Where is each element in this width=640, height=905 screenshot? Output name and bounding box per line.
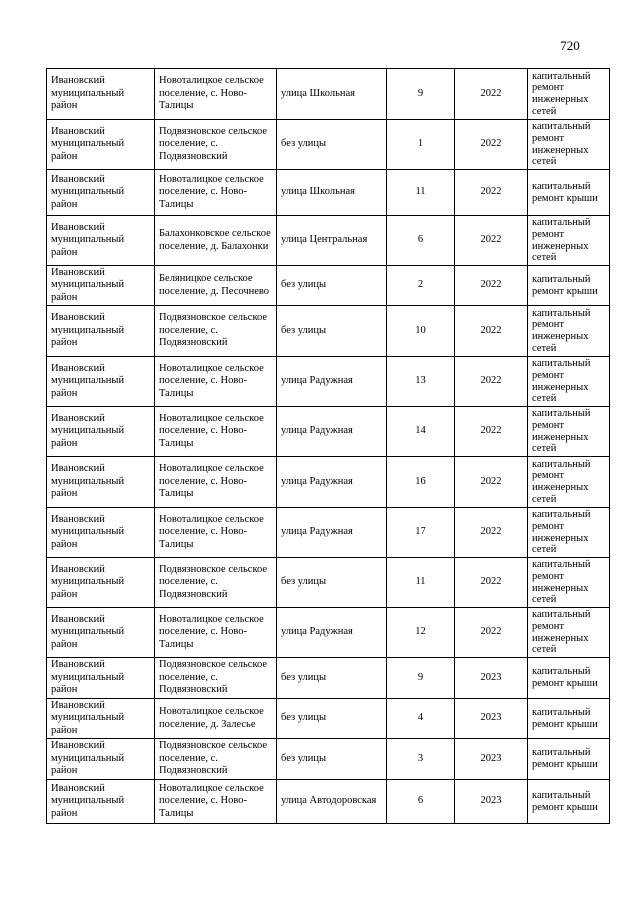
- settlement-cell: Новоталицкое сельское поселение, с. Ново-Талицы: [155, 457, 277, 508]
- house-number-cell: 10: [387, 306, 455, 357]
- table-row: [47, 357, 610, 407]
- work-type-cell: капитальный ремонт крыши: [528, 658, 610, 699]
- street-cell: улица Центральная: [277, 216, 387, 266]
- street-cell: улица Радужная: [277, 357, 387, 407]
- settlement-cell: Беляницкое сельское поселение, д. Песочнево: [155, 266, 277, 306]
- district-cell: Ивановский муниципальный район: [47, 739, 155, 780]
- table-row: [47, 739, 610, 780]
- work-type-cell: капитальный ремонт инженерных сетей: [528, 508, 610, 558]
- year-cell: 2022: [455, 69, 528, 120]
- year-cell: 2022: [455, 216, 528, 266]
- work-type-cell: капитальный ремонт крыши: [528, 780, 610, 824]
- year-cell: 2022: [455, 608, 528, 658]
- district-cell: Ивановский муниципальный район: [47, 658, 155, 699]
- house-number-cell: 13: [387, 357, 455, 407]
- work-type-cell: капитальный ремонт крыши: [528, 699, 610, 739]
- house-number-cell: 4: [387, 699, 455, 739]
- settlement-cell: Новоталицкое сельское поселение, с. Ново-Талицы: [155, 357, 277, 407]
- street-cell: без улицы: [277, 558, 387, 608]
- street-cell: улица Радужная: [277, 407, 387, 457]
- table-row: [47, 266, 610, 306]
- district-cell: Ивановский муниципальный район: [47, 69, 155, 120]
- settlement-cell: Новоталицкое сельское поселение, с. Ново-Талицы: [155, 407, 277, 457]
- house-number-cell: 3: [387, 739, 455, 780]
- street-cell: без улицы: [277, 699, 387, 739]
- district-cell: Ивановский муниципальный район: [47, 780, 155, 824]
- house-number-cell: 1: [387, 120, 455, 170]
- street-cell: улица Школьная: [277, 69, 387, 120]
- district-cell: Ивановский муниципальный район: [47, 699, 155, 739]
- settlement-cell: Новоталицкое сельское поселение, с. Ново-Талицы: [155, 170, 277, 216]
- work-type-cell: капитальный ремонт инженерных сетей: [528, 69, 610, 120]
- street-cell: без улицы: [277, 658, 387, 699]
- settlement-cell: Новоталицкое сельское поселение, с. Ново-Талицы: [155, 508, 277, 558]
- settlement-cell: Подвязновское сельское поселение, с. Подвязновский: [155, 658, 277, 699]
- work-type-cell: капитальный ремонт инженерных сетей: [528, 558, 610, 608]
- table-row: [47, 608, 610, 658]
- work-type-cell: капитальный ремонт крыши: [528, 266, 610, 306]
- table-row: [47, 170, 610, 216]
- house-number-cell: 6: [387, 216, 455, 266]
- settlement-cell: Новоталицкое сельское поселение, с. Ново-Талицы: [155, 608, 277, 658]
- district-cell: Ивановский муниципальный район: [47, 170, 155, 216]
- settlement-cell: Новоталицкое сельское поселение, с. Ново-Талицы: [155, 780, 277, 824]
- year-cell: 2023: [455, 658, 528, 699]
- table-row: [47, 558, 610, 608]
- year-cell: 2023: [455, 739, 528, 780]
- page-number: 720: [560, 38, 580, 53]
- district-cell: Ивановский муниципальный район: [47, 266, 155, 306]
- district-cell: Ивановский муниципальный район: [47, 216, 155, 266]
- district-cell: Ивановский муниципальный район: [47, 120, 155, 170]
- work-type-cell: капитальный ремонт крыши: [528, 739, 610, 780]
- district-cell: Ивановский муниципальный район: [47, 457, 155, 508]
- year-cell: 2023: [455, 780, 528, 824]
- house-number-cell: 6: [387, 780, 455, 824]
- district-cell: Ивановский муниципальный район: [47, 508, 155, 558]
- table-row: [47, 457, 610, 508]
- street-cell: улица Радужная: [277, 608, 387, 658]
- table-row: [47, 407, 610, 457]
- work-type-cell: капитальный ремонт инженерных сетей: [528, 120, 610, 170]
- year-cell: 2022: [455, 120, 528, 170]
- year-cell: 2022: [455, 558, 528, 608]
- street-cell: улица Автодоровская: [277, 780, 387, 824]
- district-cell: Ивановский муниципальный район: [47, 306, 155, 357]
- work-type-cell: капитальный ремонт инженерных сетей: [528, 306, 610, 357]
- table-body: [47, 69, 610, 824]
- table-row: [47, 120, 610, 170]
- house-number-cell: 16: [387, 457, 455, 508]
- settlement-cell: Новоталицкое сельское поселение, д. Залесье: [155, 699, 277, 739]
- settlement-cell: Подвязновское сельское поселение, с. Подвязновский: [155, 306, 277, 357]
- street-cell: без улицы: [277, 306, 387, 357]
- street-cell: без улицы: [277, 266, 387, 306]
- settlement-cell: Подвязновское сельское поселение, с. Подвязновский: [155, 558, 277, 608]
- year-cell: 2022: [455, 306, 528, 357]
- table-row: [47, 780, 610, 824]
- house-number-cell: 17: [387, 508, 455, 558]
- table-row: [47, 69, 610, 120]
- housing-repair-table: [46, 68, 610, 824]
- year-cell: 2022: [455, 407, 528, 457]
- work-type-cell: капитальный ремонт инженерных сетей: [528, 407, 610, 457]
- street-cell: без улицы: [277, 739, 387, 780]
- year-cell: 2022: [455, 266, 528, 306]
- year-cell: 2023: [455, 699, 528, 739]
- district-cell: Ивановский муниципальный район: [47, 357, 155, 407]
- work-type-cell: капитальный ремонт инженерных сетей: [528, 357, 610, 407]
- street-cell: улица Радужная: [277, 457, 387, 508]
- work-type-cell: капитальный ремонт крыши: [528, 170, 610, 216]
- year-cell: 2022: [455, 357, 528, 407]
- table-row: [47, 699, 610, 739]
- year-cell: 2022: [455, 170, 528, 216]
- work-type-cell: капитальный ремонт инженерных сетей: [528, 457, 610, 508]
- district-cell: Ивановский муниципальный район: [47, 608, 155, 658]
- street-cell: улица Радужная: [277, 508, 387, 558]
- house-number-cell: 14: [387, 407, 455, 457]
- year-cell: 2022: [455, 457, 528, 508]
- settlement-cell: Подвязновское сельское поселение, с. Подвязновский: [155, 120, 277, 170]
- district-cell: Ивановский муниципальный район: [47, 407, 155, 457]
- house-number-cell: 12: [387, 608, 455, 658]
- street-cell: без улицы: [277, 120, 387, 170]
- settlement-cell: Балахонковское сельское поселение, д. Балахонки: [155, 216, 277, 266]
- street-cell: улица Школьная: [277, 170, 387, 216]
- house-number-cell: 2: [387, 266, 455, 306]
- district-cell: Ивановский муниципальный район: [47, 558, 155, 608]
- table-row: [47, 306, 610, 357]
- settlement-cell: Подвязновское сельское поселение, с. Подвязновский: [155, 739, 277, 780]
- house-number-cell: 9: [387, 658, 455, 699]
- table-row: [47, 216, 610, 266]
- settlement-cell: Новоталицкое сельское поселение, с. Ново-Талицы: [155, 69, 277, 120]
- house-number-cell: 11: [387, 170, 455, 216]
- house-number-cell: 9: [387, 69, 455, 120]
- house-number-cell: 11: [387, 558, 455, 608]
- table-row: [47, 658, 610, 699]
- table-row: [47, 508, 610, 558]
- work-type-cell: капитальный ремонт инженерных сетей: [528, 216, 610, 266]
- work-type-cell: капитальный ремонт инженерных сетей: [528, 608, 610, 658]
- year-cell: 2022: [455, 508, 528, 558]
